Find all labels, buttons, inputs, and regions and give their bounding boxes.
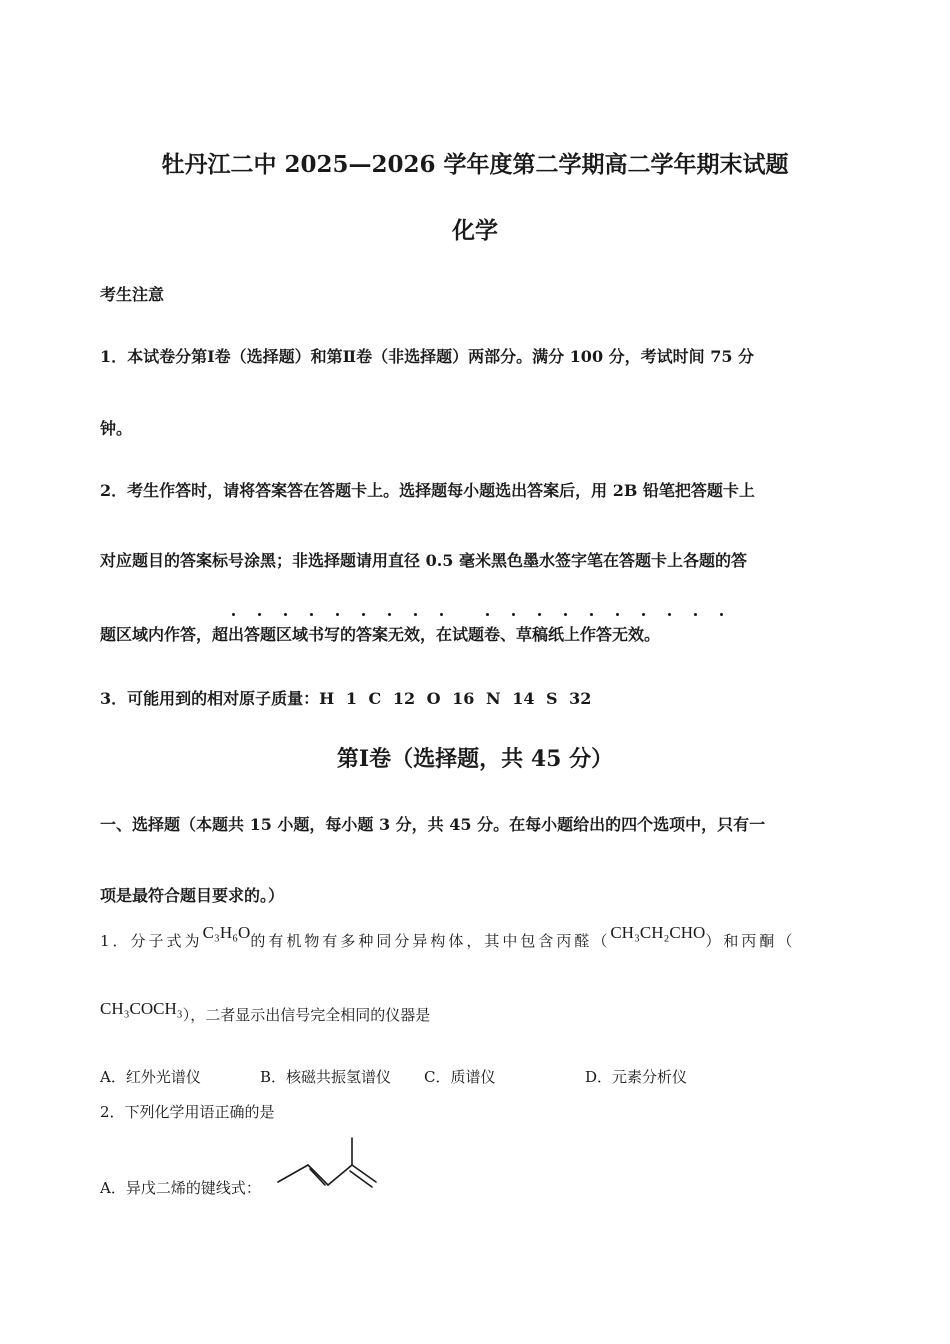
section-1-instruction-line-1: 一、选择题（本题共 15 小题，每小题 3 分，共 45 分。在每小题给出的四个选项中，只有一 xyxy=(100,815,766,834)
question-2-stem: 2．下列化学用语正确的是 xyxy=(100,1103,275,1121)
section-1-title: 第Ⅰ卷（选择题，共 45 分） xyxy=(336,746,614,772)
question-1 xyxy=(100,923,796,951)
q1-formula-acetone: CH₃COCH₃ xyxy=(100,999,183,1018)
isoprene-skeletal-structure xyxy=(272,1132,382,1196)
q1-text-a: 分子式为 xyxy=(130,932,203,950)
note-2-line-2: 对应题目的答案标号涂黑；非选择题请用直径 0.5 毫米黑色墨水签字笔在答题卡上各题的答 xyxy=(100,551,747,570)
note-1-line-2: 钟。 xyxy=(100,419,133,438)
q1-text-c: ）和丙酮（ xyxy=(705,932,796,950)
q1-option-a: A．红外光谱仪 xyxy=(100,1068,201,1086)
q1-option-b: B．核磁共振氢谱仪 xyxy=(260,1068,392,1086)
q1-formula-propanal: CH₃CH₂CHO xyxy=(610,923,706,942)
question-1-line-2 xyxy=(100,999,431,1025)
note-1-line-1: 1．本试卷分第Ⅰ卷（选择题）和第Ⅱ卷（非选择题）两部分。满分 100 分，考试时间 75 分 xyxy=(100,347,755,366)
q1-option-c: C．质谱仪 xyxy=(424,1068,496,1086)
exam-title: 牡丹江二中 2025—2026 学年度第二学期高二学年期末试题 xyxy=(161,151,789,178)
note-2-line-3: 题区域内作答，超出答题区域书写的答案无效，在试题卷、草稿纸上作答无效。 xyxy=(100,625,661,644)
q2-option-a: A．异戊二烯的键线式： xyxy=(100,1179,261,1197)
q1-text-b: 的有机物有多种同分异构体，其中包含丙醛（ xyxy=(250,932,611,950)
section-1-instruction-line-2: 项是最符合题目要求的。） xyxy=(100,886,285,905)
emphasis-dots xyxy=(232,613,732,619)
subject-title: 化学 xyxy=(452,217,498,244)
notes-heading: 考生注意 xyxy=(100,285,165,304)
note-3: 3．可能用到的相对原子质量：H 1 C 12 O 16 N 14 S 32 xyxy=(100,689,592,708)
note-2-line-1: 2．考生作答时，请将答案答在答题卡上。选择题每小题选出答案后，用 2B 铅笔把答题卡上 xyxy=(100,481,755,500)
q1-option-d: D．元素分析仪 xyxy=(585,1068,688,1086)
q1-number: 1． xyxy=(100,932,131,950)
q1-text-d: ），二者显示出信号完全相同的仪器是 xyxy=(182,1006,431,1024)
q1-formula-main: C₃H₆O xyxy=(202,923,251,942)
